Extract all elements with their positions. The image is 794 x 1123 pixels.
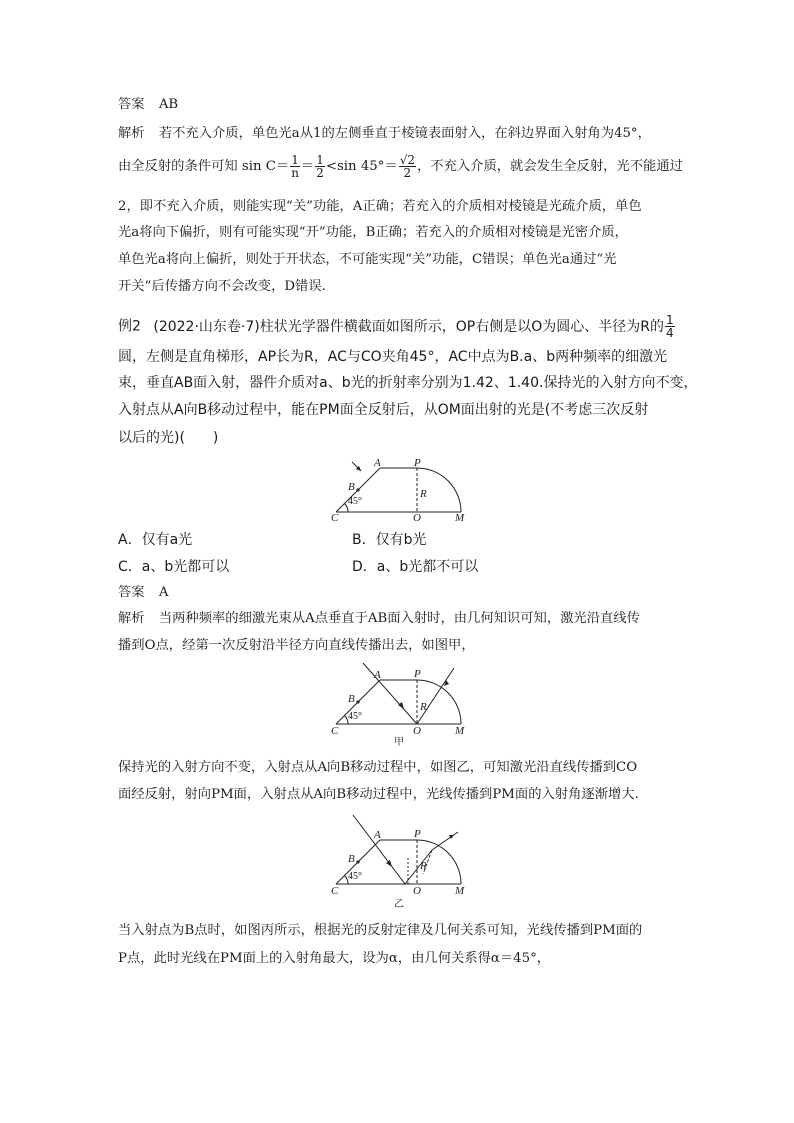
analysis-2-line-2: 播到O点，经第一次反射沿半径方向直线传播出去，如图甲， — [118, 638, 475, 653]
analysis-1-line-1 — [118, 125, 651, 143]
label-R: R — [420, 701, 427, 713]
answer-value: AB — [158, 97, 179, 112]
label-R: R — [420, 488, 427, 500]
question-figure — [328, 457, 468, 521]
figure-caption-jia: 甲 — [394, 737, 404, 746]
figure-yi — [328, 814, 468, 908]
label-M: M — [455, 885, 465, 897]
analysis-1-line-3: 2，即不充入介质，则能实现“关”功能，A正确；若充入的介质相对棱镜是光疏介质，单色 — [118, 199, 642, 214]
example-2-line-4: 入射点从A向B移动过程中，能在PM面全反射后，从OM面出射的光是(不考虑三次反射 — [118, 402, 649, 418]
analysis-2-line-1 — [118, 610, 640, 628]
answer-label: 答案 — [118, 97, 145, 112]
answer-value: A — [158, 585, 169, 600]
label-angle: 45° — [348, 871, 362, 882]
label-O: O — [413, 512, 421, 521]
analysis-1-line-2 — [118, 154, 683, 179]
label-angle: 45° — [348, 711, 362, 722]
label-M: M — [455, 725, 465, 737]
analysis-text: 由全反射的条件可知 sin C＝ — [118, 159, 290, 174]
option-c[interactable]: C．a、b光都可以 — [118, 559, 230, 575]
fraction-sqrt2-2: $\frac{√2}{2}$ — [399, 153, 415, 180]
label-B: B — [348, 693, 355, 705]
analysis-text: ，不充入介质，就会发生全反射，光不能通过 — [416, 159, 683, 174]
analysis-2-line-3: 保持光的入射方向不变，入射点从A向B移动过程中，如图乙，可知激光沿直线传播到CO — [118, 760, 638, 775]
label-B: B — [348, 853, 355, 865]
analysis-text: 当两种频率的细激光束从A点垂直于AB面入射时，由几何知识可知，激光沿直线传 — [158, 611, 640, 626]
label-P: P — [414, 457, 421, 469]
example-2-line-5: 以后的光)( ) — [118, 430, 219, 446]
label-M: M — [455, 512, 465, 521]
label-C: C — [331, 885, 339, 897]
analysis-2-line-5: 当入射点为B点时，如图丙所示，根据光的反射定律及几何关系可知，光线传播到PM面的 — [118, 923, 643, 938]
label-C: C — [331, 725, 339, 737]
analysis-1-line-4: 光a将向下偏折，则有可能实现“开”功能，B正确；若充入的介质相对棱镜是光密介质， — [118, 225, 628, 240]
fraction-quarter: $\frac{1}{4}$ — [665, 313, 674, 340]
analysis-text: <sin 45°＝ — [325, 159, 398, 174]
label-O: O — [413, 885, 421, 897]
analysis-2-line-6: P点，此时光线在PM面上的入射角最大，设为α，由几何关系得α＝45°， — [118, 951, 551, 966]
example-2-line-2: 圆，左侧是直角梯形，AP长为R，AC与CO夹角45°，AC中点为B.a、b两种频率的细激光 — [118, 349, 668, 365]
label-O: O — [413, 725, 421, 737]
analysis-1-line-6: 开关”后传播方向不会改变，D错误. — [118, 279, 326, 294]
option-a[interactable]: A．仅有a光 — [118, 532, 193, 548]
figure-jia — [328, 660, 468, 746]
analysis-1-line-5: 单色光a将向上偏折，则处于开状态，不可能实现“关”功能，C错误；单色光a通过“光 — [118, 252, 617, 267]
label-A: A — [374, 829, 381, 841]
label-angle: 45° — [348, 496, 362, 507]
analysis-2-line-4: 面经反射，射向PM面，入射点从A向B移动过程中，光线传播到PM面的入射角逐渐增大. — [118, 787, 639, 802]
label-C: C — [331, 512, 339, 521]
figure-caption-yi: 乙 — [394, 899, 404, 908]
option-d[interactable]: D．a、b光都不可以 — [352, 559, 479, 575]
example-2-line-3: 束，垂直AB面入射，器件介质对a、b光的折射率分别为1.42、1.40.保持光的入射方向不变， — [118, 375, 698, 391]
analysis-label: 解析 — [118, 126, 145, 141]
analysis-text: 若不充入介质，单色光a从1的左侧垂直于棱镜表面射入，在斜边界面入射角为45°， — [158, 126, 651, 141]
label-A: A — [374, 669, 381, 681]
equals-sign: ＝ — [300, 159, 315, 174]
answer-label: 答案 — [118, 585, 145, 600]
answer-1 — [118, 96, 178, 114]
label-R: R — [420, 860, 427, 872]
label-P: P — [414, 828, 421, 840]
label-A: A — [374, 457, 381, 469]
label-B: B — [348, 481, 355, 493]
example-label: 例2 — [118, 318, 141, 335]
example-2-line-1 — [118, 314, 676, 339]
fraction-1-n: $\frac{1}{n}$ — [291, 153, 299, 180]
label-P: P — [414, 668, 421, 680]
fraction-1-2: $\frac{1}{2}$ — [316, 153, 324, 180]
question-text: (2022·山东卷·7)柱状光学器件横截面如图所示，OP右侧是以O为圆心、半径为R的 — [153, 318, 664, 335]
answer-2 — [118, 584, 168, 602]
option-b[interactable]: B．仅有b光 — [352, 532, 427, 548]
analysis-label: 解析 — [118, 611, 145, 626]
